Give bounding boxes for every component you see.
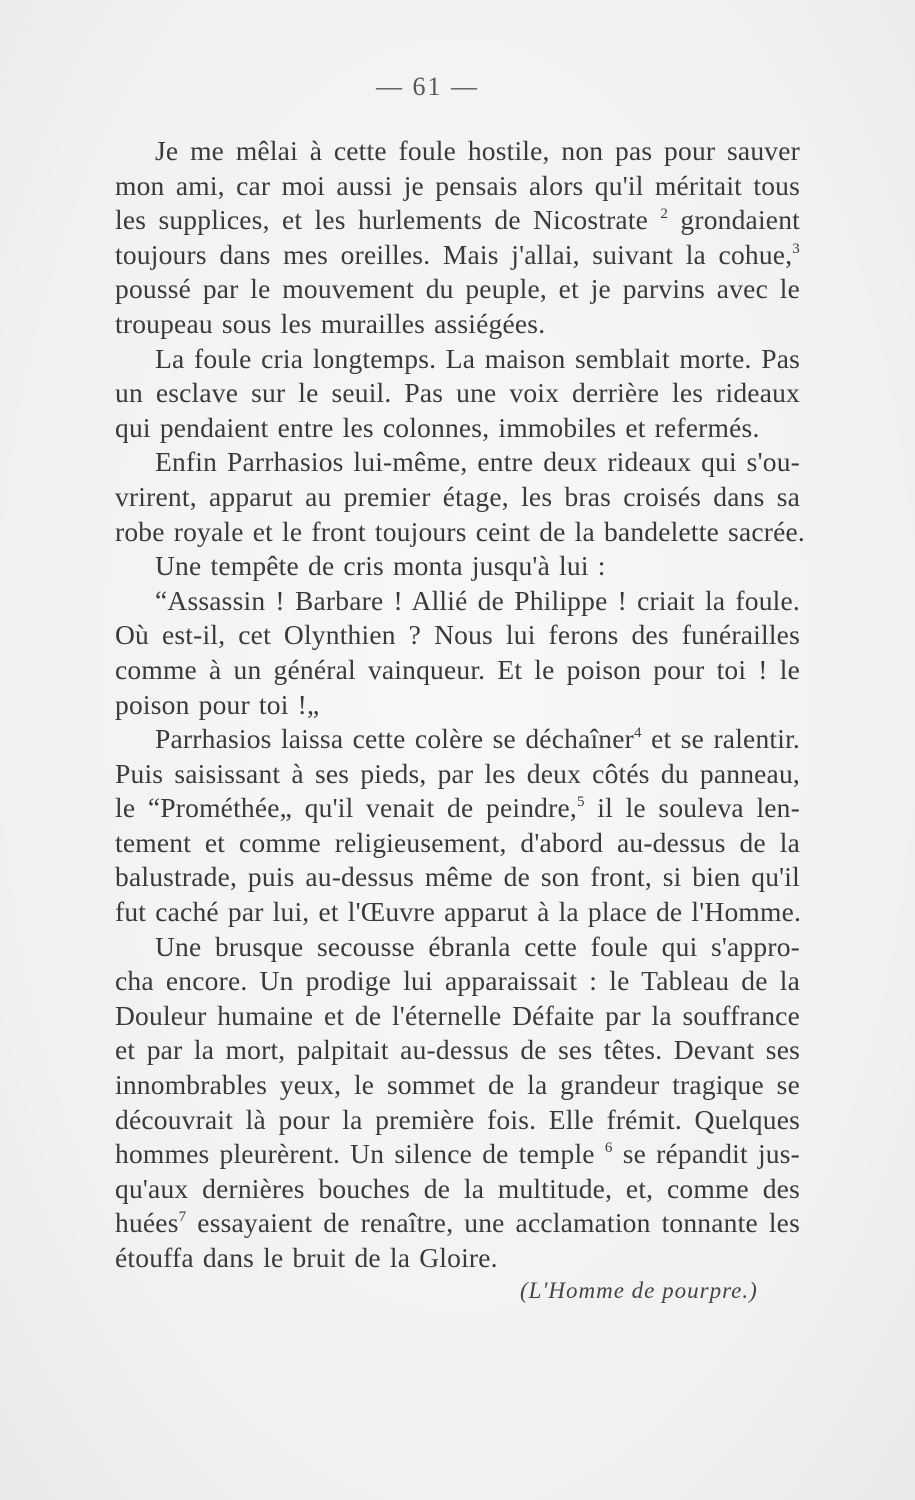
text-line: Une tempête de cris monta jusqu'à lui : — [155, 550, 606, 582]
footnote-marker: 5 — [576, 794, 585, 811]
text-line: mon ami, car moi aussi je pensais alors qu'il méritait tous — [115, 169, 800, 201]
paragraph-4 — [75, 549, 800, 584]
text-segment: toujours dans mes oreilles. Mais j'allai, suivant la cohue, — [115, 238, 793, 270]
paragraph-7 — [75, 930, 800, 1276]
paragraph-2 — [75, 342, 800, 446]
text-segment: et se ralentir. — [641, 723, 800, 755]
text-line: fut caché par lui, et l'Œuvre apparut à la place de l'Homme. — [115, 896, 802, 928]
text-line: poison pour toi !„ — [115, 688, 320, 720]
text-line: innombrables yeux, le sommet de la grandeur tragique se — [115, 1069, 800, 1101]
text-line — [75, 1137, 800, 1172]
paragraph-1 — [75, 134, 800, 342]
footnote-marker: 2 — [660, 206, 669, 223]
text-line: robe royale et le front toujours ceint de la bandelette sacrée. — [115, 515, 806, 547]
body-text — [75, 134, 806, 1276]
text-line: comme à un général vainqueur. Et le poison pour toi ! le — [115, 653, 800, 685]
text-line: tement et comme religieusement, d'abord au-dessus de la — [115, 826, 800, 858]
text-line: cha encore. Un prodige lui apparaissait : le Tableau de la — [115, 965, 800, 997]
text-line — [75, 1206, 800, 1241]
text-line — [75, 722, 800, 757]
text-line: Une brusque secousse ébranla cette foule qui s'appro- — [155, 930, 800, 962]
paragraph-6 — [75, 722, 800, 930]
page-number: — 61 — — [376, 72, 479, 101]
footnote-marker: 3 — [792, 240, 800, 257]
text-line: poussé par le mouvement du peuple, et je parvins avec le — [115, 273, 800, 305]
text-segment: hommes pleurèrent. Un silence de temple — [115, 1138, 595, 1170]
text-line: qui pendaient entre les colonnes, immobiles et refermés. — [115, 411, 760, 443]
paragraph-3 — [75, 445, 806, 549]
text-line: qu'aux dernières bouches de la multitude, et, comme des — [115, 1172, 800, 1204]
text-line — [75, 203, 800, 238]
text-line: Enfin Parrhasios lui-même, entre deux rideaux qui s'ou- — [155, 446, 800, 478]
text-line: Douleur humaine et de l'éternelle Défaite par la souffrance — [115, 999, 800, 1031]
text-line — [75, 791, 800, 826]
text-line: balustrade, puis au-dessus même de son front, si bien qu'il — [115, 861, 800, 893]
text-line: Puis saisissant à ses pieds, par les deux côtés du panneau, — [115, 757, 800, 789]
text-segment: le “Prométhée„ qu'il venait de peindre, — [115, 792, 577, 824]
source-citation: (L'Homme de pourpre.) — [520, 1278, 758, 1303]
text-segment: se répandit jus- — [612, 1138, 801, 1170]
text-line: Je me mêlai à cette foule hostile, non pas pour sauver — [155, 135, 800, 166]
text-segment: huées — [115, 1207, 179, 1239]
text-segment: Parrhasios laissa cette colère se déchaîner — [155, 723, 635, 755]
text-segment: grondaient — [668, 204, 800, 236]
text-line: vrirent, apparut au premier étage, les bras croisés dans sa — [115, 480, 800, 512]
footnote-marker: 4 — [634, 725, 642, 742]
text-segment: essayaient de renaître, une acclamation tonnante les — [186, 1207, 800, 1239]
text-segment: les supplices, et les hurlements de Nicostrate — [115, 204, 649, 236]
text-line: étouffa dans le bruit de la Gloire. — [115, 1242, 498, 1273]
paragraph-5 — [75, 584, 800, 722]
text-line — [75, 238, 800, 273]
text-line: “Assassin ! Barbare ! Allié de Philippe ! criait la foule. — [155, 584, 800, 616]
text-line: La foule cria longtemps. La maison semblait morte. Pas — [155, 342, 800, 374]
text-line: découvrait là pour la première fois. Elle frémit. Quelques — [115, 1103, 800, 1135]
footnote-marker: 7 — [178, 1209, 187, 1226]
text-line: Où est-il, cet Olynthien ? Nous lui ferons des funérailles — [115, 619, 800, 651]
footnote-marker: 6 — [604, 1140, 613, 1157]
text-line: et par la mort, palpitait au-dessus de ses têtes. Devant ses — [115, 1034, 800, 1066]
text-segment: il le souleva len- — [584, 792, 800, 824]
text-line: un esclave sur le seuil. Pas une voix derrière les rideaux — [115, 377, 800, 409]
text-line: troupeau sous les murailles assiégées. — [115, 307, 546, 339]
